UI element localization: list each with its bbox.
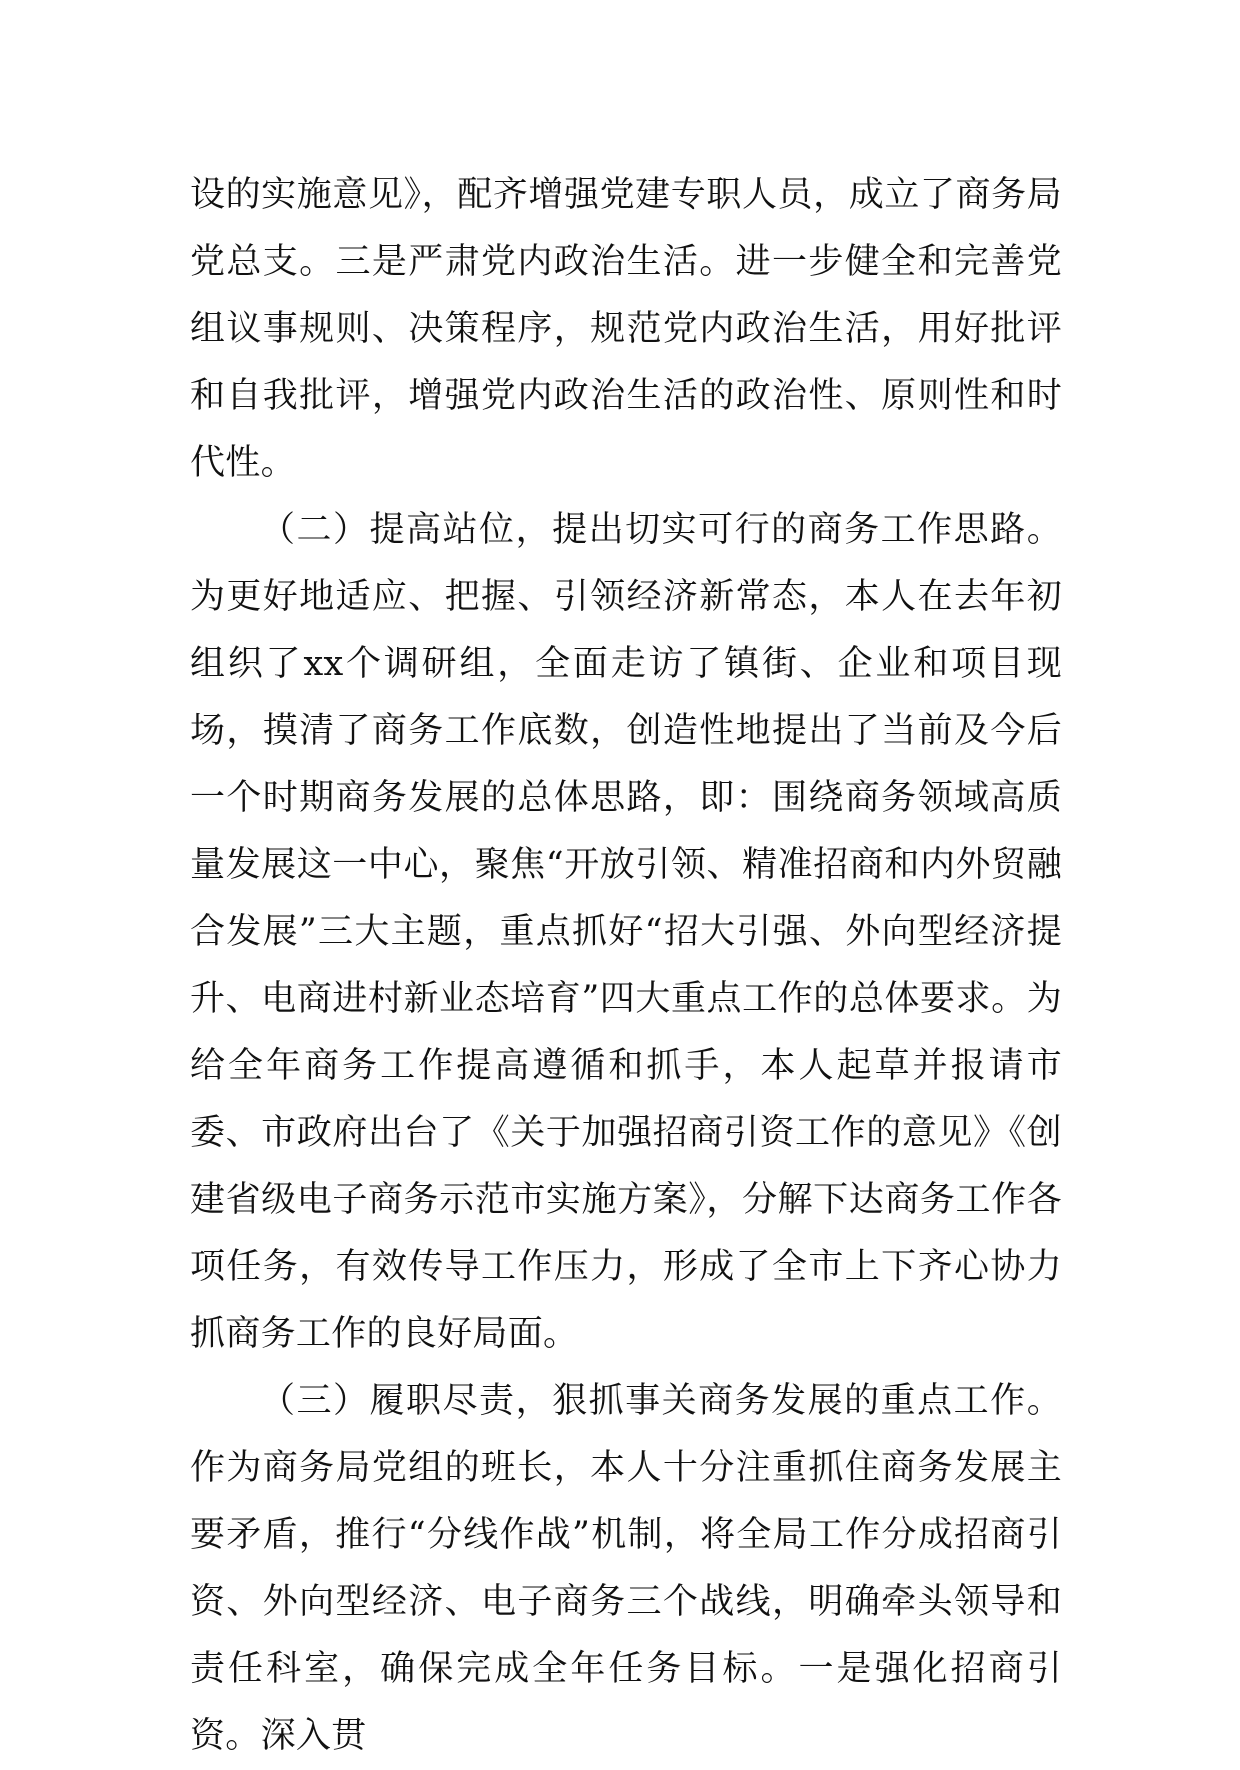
paragraph-3: （三）履职尽责，狠抓事关商务发展的重点工作。作为商务局党组的班长，本人十分注重抓住商务发展主要矛盾，推行“分线作战”机制，将全局工作分成招商引资、外向型经济、电子商务三个战线，明确牵头领导和责任科室，确保完成全年任务目标。一是强化招商引资。深入贯	[190, 1381, 1062, 1756]
document-body	[190, 162, 1062, 1770]
paragraph-1: 设的实施意见》，配齐增强党建专职人员，成立了商务局党总支。三是严肃党内政治生活。进一步健全和完善党组议事规则、决策程序，规范党内政治生活，用好批评和自我批评，增强党内政治生活的政治性、原则性和时代性。	[190, 175, 1062, 483]
paragraph-2: （二）提高站位，提出切实可行的商务工作思路。为更好地适应、把握、引领经济新常态，本人在去年初组织了xx个调研组，全面走访了镇街、企业和项目现场，摸清了商务工作底数，创造性地提出了当前及今后一个时期商务发展的总体思路，即：围绕商务领域高质量发展这一中心，聚焦“开放引领、精准招商和内外贸融合发展”三大主题，重点抓好“招大引强、外向型经济提升、电商进村新业态培育”四大重点工作的总体要求。为给全年商务工作提高遵循和抓手，本人起草并报请市委、市政府出台了《关于加强招商引资工作的意见》《创建省级电子商务示范市实施方案》，分解下达商务工作各项任务，有效传导工作压力，形成了全市上下齐心协力抓商务工作的良好局面。	[190, 510, 1062, 1354]
